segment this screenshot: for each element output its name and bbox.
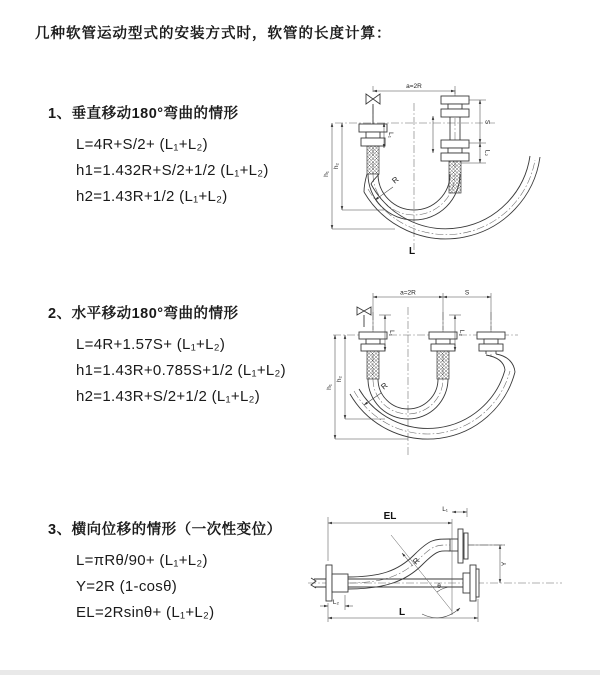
centerlines: [333, 307, 518, 455]
hose-end-right: [477, 332, 505, 354]
formula: L=4R+S/2+ (L₁+L₂): [76, 136, 208, 153]
formula: h1=1.432R+S/2+1/2 (L₁+L₂): [76, 162, 269, 179]
page-title: 几种软管运动型式的安装方式时，软管的长度计算：: [35, 26, 392, 42]
section-3-heading: 3、横向位移的情形（一次性变位）: [48, 522, 282, 538]
radius-label: R: [379, 380, 390, 392]
formula: h2=1.43R+S/2+1/2 (L₁+L₂): [76, 388, 261, 405]
valve-icon: [366, 94, 380, 124]
dim-label-l1: L₁: [387, 132, 394, 138]
hose-end-middle: [429, 332, 457, 379]
construction-lines: [391, 519, 460, 618]
hose-end-left: [359, 332, 387, 379]
angle-label: θ: [437, 583, 441, 590]
length-label: L: [398, 607, 406, 618]
hose-displaced: [348, 529, 468, 589]
formula: Y=2R (1-cosθ): [76, 578, 178, 595]
formula: h1=1.43R+0.785S+1/2 (L₁+L₂): [76, 362, 286, 379]
page-edge: [0, 670, 600, 675]
dim-label-l2: L₂: [332, 599, 340, 606]
diagram-horizontal-180: [313, 287, 595, 465]
diagram-lateral-offset: [300, 503, 600, 668]
centerlines: [335, 90, 535, 250]
dim-label-l1: L₁: [442, 506, 448, 513]
dim-label-h1: h₁: [326, 384, 333, 390]
dimensions: [326, 290, 491, 440]
section-3-formulas: [76, 548, 282, 626]
radius-label: R: [411, 556, 422, 567]
formula: h2=1.43R+1/2 (L₁+L₂): [76, 188, 228, 205]
formula: L=πRθ/90+ (L₁+L₂): [76, 552, 208, 569]
dim-label-l1: L₁: [388, 330, 395, 336]
dim-label-el: EL: [383, 511, 397, 522]
dim-label-h2: h₂: [333, 162, 340, 170]
section-3: [48, 520, 282, 626]
section-1-formulas: [76, 132, 269, 210]
dim-label-a2r: a=2R: [400, 289, 416, 297]
dim-label-y: Y: [501, 561, 508, 567]
diagram-vertical-180: [310, 78, 595, 260]
section-2-heading: 2、水平移动180°弯曲的情形: [48, 306, 239, 322]
hose-end-left: [359, 124, 387, 174]
dim-label-l2: L₂: [483, 149, 491, 157]
dim-label-h1: h₁: [323, 171, 330, 177]
section-2: [48, 304, 286, 410]
hose-end-right: [441, 96, 469, 193]
dimensions: [320, 506, 508, 622]
dim-label-s: S: [483, 119, 491, 125]
section-1: [48, 104, 269, 210]
dim-label-l2: L₂: [458, 329, 465, 337]
valve-icon: [357, 307, 371, 327]
dim-label-s: S: [464, 289, 470, 297]
formula: L=4R+1.57S+ (L₁+L₂): [76, 336, 226, 353]
dim-label-a2r: a=2R: [406, 83, 422, 90]
section-1-heading: 1、垂直移动180°弯曲的情形: [48, 106, 239, 122]
length-label: L: [408, 246, 416, 257]
radius-label: R: [390, 174, 401, 186]
section-2-formulas: [76, 332, 286, 410]
dim-label-h2: h₂: [336, 375, 343, 383]
formula: EL=2Rsinθ+ (L₁+L₂): [76, 604, 215, 621]
